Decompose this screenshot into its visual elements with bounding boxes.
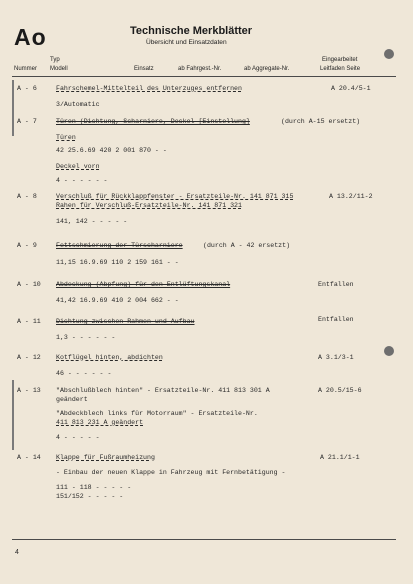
entry-number: A - 14 — [17, 454, 41, 461]
entry-ref: A 21.1/1-1 — [320, 454, 360, 461]
header-leitfaden: Leitfaden Seite — [320, 66, 361, 72]
series-logo: Ao — [14, 24, 47, 50]
punch-hole-bottom — [384, 346, 394, 356]
entry-ref: Entfallen — [318, 316, 354, 323]
entry-line: "Abdeckblech links für Motorraum" - Ersatzteile-Nr. — [56, 410, 258, 417]
header-einsatz: Einsatz — [134, 66, 154, 72]
margin-mark — [12, 80, 14, 136]
entry-line: 4 - - - - - - — [56, 177, 108, 184]
header-modell: Modell — [50, 66, 68, 72]
page-number: 4 — [15, 549, 19, 556]
entry-title: "Abschlußblech hinten" - Ersatzteile-Nr. 411 813 301 A — [56, 387, 270, 394]
entry-number: A - 10 — [17, 281, 41, 288]
entry-line: 3/Automatic — [56, 101, 100, 108]
entry-line: 411 813 231 A geändert — [56, 419, 144, 426]
header-aggregate: ab Aggregate-Nr. — [244, 66, 290, 72]
entry-number: A - 6 — [17, 85, 37, 92]
entry-number: A - 13 — [17, 387, 41, 394]
header-nummer: Nummer — [14, 66, 38, 72]
entry-ref: Entfallen — [318, 281, 354, 288]
entry-number: A - 7 — [17, 118, 37, 125]
entry-ref: A 3.1/3-1 — [318, 354, 354, 361]
page-title: Technische Merkblätter — [130, 25, 253, 37]
entry-number: A - 12 — [17, 354, 41, 361]
entry-line: Rahen für Verschluß-Ersatzteile-Nr. 141 871 321 — [56, 202, 242, 209]
entry-suffix: (durch A-15 ersetzt) — [281, 118, 361, 125]
entry-line: - Einbau der neuen Klappe in Fahrzeug mit Fernbetätigung - — [56, 469, 286, 476]
entry-title: Fettschmierung der Türscharniere — [56, 242, 183, 249]
punch-hole-top — [384, 49, 394, 59]
header-eingearbeitet: Eingearbeitet — [322, 57, 358, 63]
entry-number: A - 11 — [17, 318, 41, 325]
entry-line: 151/152 - - - - - — [56, 493, 124, 500]
footer-rule — [12, 539, 396, 540]
entry-line: 46 - - - - - - — [56, 370, 112, 377]
entry-line: 1,3 - - - - - - — [56, 334, 116, 341]
header-typ: Typ — [50, 57, 60, 63]
page-subtitle: Übersicht und Einsatzdaten — [146, 39, 227, 46]
entry-title: Dichtung zwischen Rahmen und Aufbau — [56, 318, 195, 325]
entry-ref: A 13.2/11-2 — [329, 193, 373, 200]
entry-line: 42 25.6.69 420 2 001 870 - - — [56, 147, 167, 154]
entry-line: Türen — [56, 134, 76, 141]
entry-title: Fahrschemel-Mittelteil des Unterzuges entfernen — [56, 85, 242, 92]
entry-title: Verschluß für Rückklappfenster - Ersatzteile-Nr. 141 871 315 — [56, 193, 294, 200]
margin-mark — [12, 380, 14, 450]
entry-line: geändert — [56, 396, 88, 403]
entry-number: A - 9 — [17, 242, 37, 249]
entry-title: Abdeckung (Abpfung) für den Entlüftungskanal — [56, 281, 231, 288]
entry-line: 11,15 16.9.69 110 2 159 161 - - — [56, 259, 179, 266]
entry-title: Kotflügel hinten, abdichten — [56, 354, 163, 361]
entry-line: 4 - - - - - — [56, 434, 100, 441]
entry-line: 41,42 16.9.69 410 2 004 662 - - — [56, 297, 179, 304]
header-fahrgest: ab Fahrgest.-Nr. — [178, 66, 222, 72]
entry-line: 111 - 118 - - - - - — [56, 484, 132, 491]
entry-ref: A 20.4/5-1 — [331, 85, 371, 92]
header-rule — [12, 76, 396, 77]
entry-title: Türen (Dichtung, Scharniere, Deckel [Einstellung] — [56, 118, 250, 125]
entry-number: A - 8 — [17, 193, 37, 200]
entry-line: Deckel vorn — [56, 163, 100, 170]
entry-suffix: (durch A - 42 ersetzt) — [203, 242, 291, 249]
entry-title: Klappe für Fußraumheizung — [56, 454, 155, 461]
entry-line: 141, 142 - - - - - — [56, 218, 128, 225]
entry-ref: A 20.5/15-6 — [318, 387, 362, 394]
